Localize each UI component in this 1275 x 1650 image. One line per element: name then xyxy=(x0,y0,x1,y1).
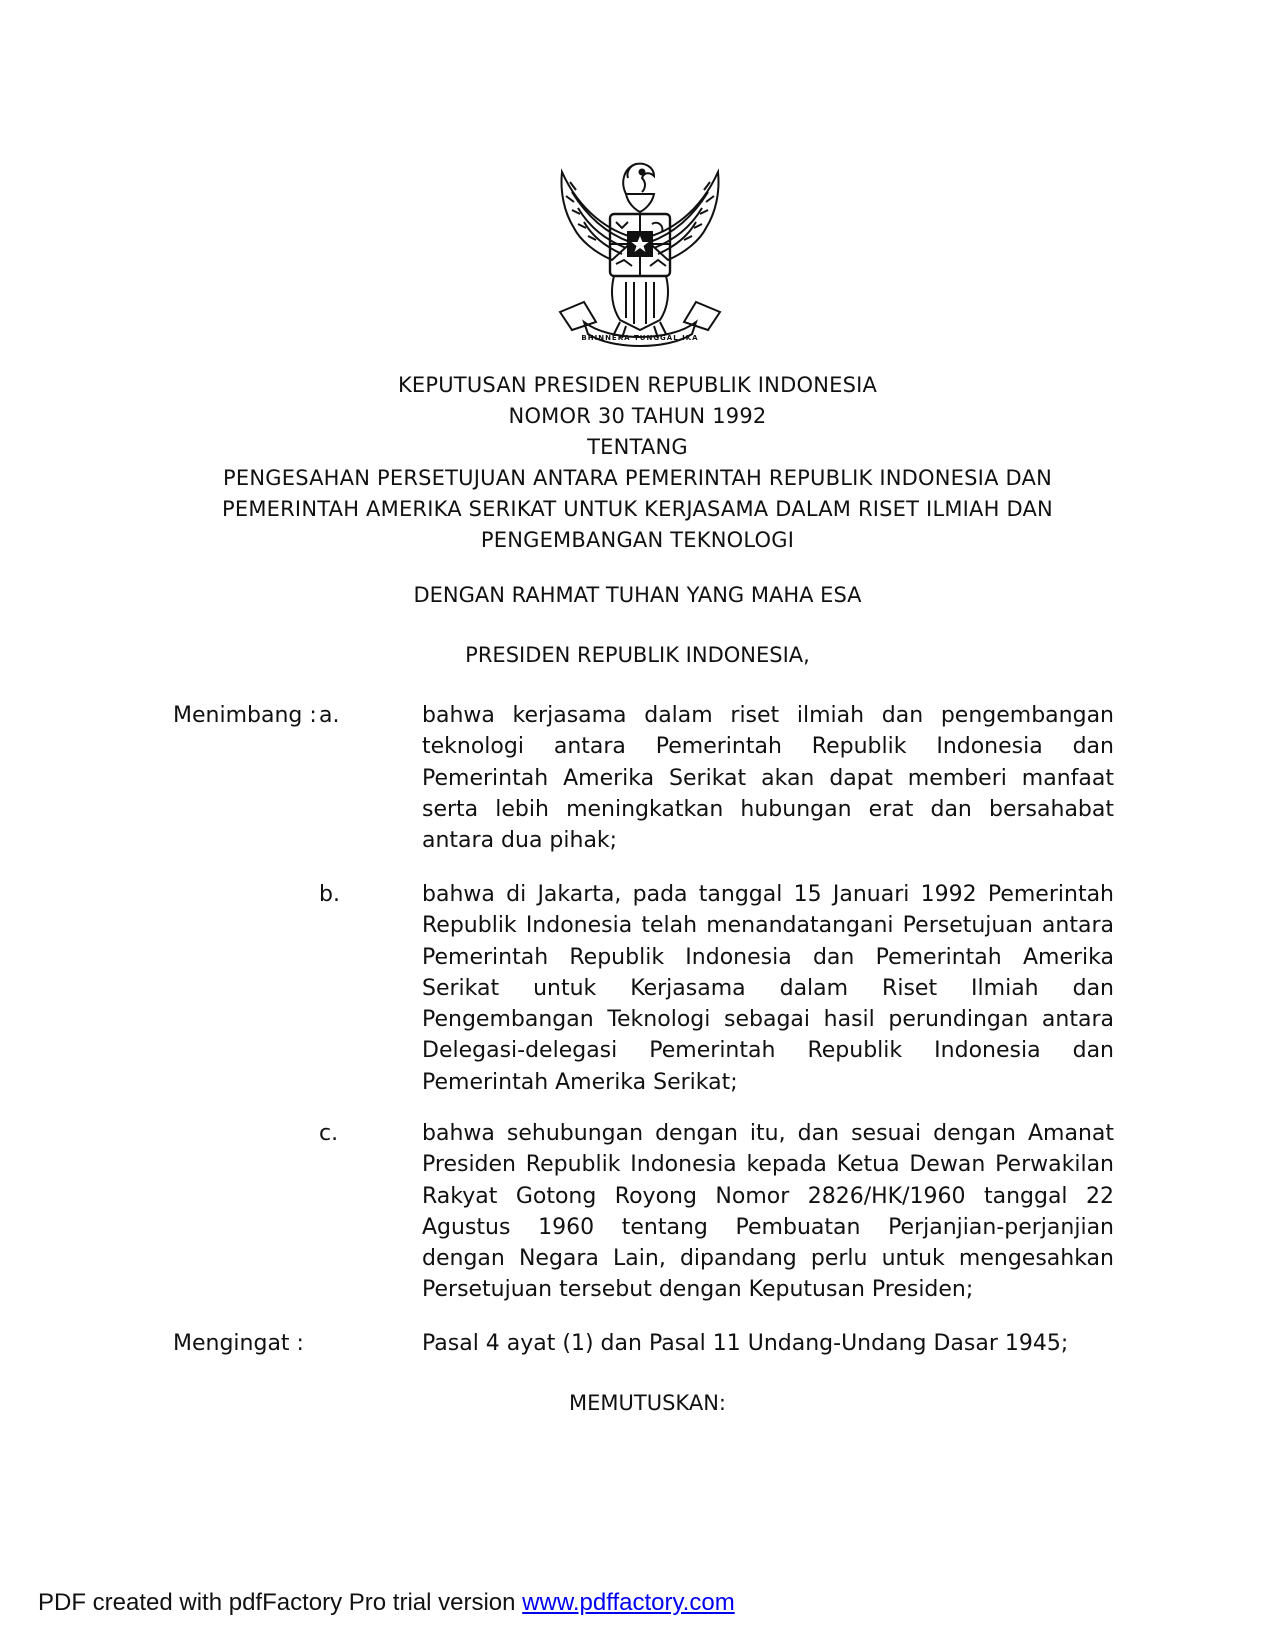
item-marker-c: c. xyxy=(319,1121,339,1146)
decree-subject-line: PENGESAHAN PERSETUJUAN ANTARA PEMERINTAH REPUBLIK INDONESIA DAN xyxy=(223,466,1052,490)
menimbang-item-b: bahwa di Jakarta, pada tanggal 15 Januari 1992 Pemerintah Republik Indonesia telah menandatangani Persetujuan antara Pemerintah Republik Indonesia dan Pemerintah Amerika Serikat untuk Kerjasama dalam Riset Ilmiah dan Pengembangan Teknologi sebagai hasil perundingan antara Delegasi-delegasi Pemerintah Republik Indonesia dan Pemerintah Amerika Serikat; xyxy=(422,882,1114,1095)
emblem-motto: BHINNEKA TUNGGAL IKA xyxy=(581,334,699,342)
decree-about: TENTANG xyxy=(587,435,688,459)
item-marker-a: a. xyxy=(319,703,340,728)
mengingat-label: Mengingat : xyxy=(173,1331,304,1356)
menimbang-item-a: bahwa kerjasama dalam riset ilmiah dan pengembangan teknologi antara Pemerintah Republik Indonesia dan Pemerintah Amerika Serikat akan dapat memberi manfaat serta lebih meningkatkan hubungan erat dan bersahabat antara dua pihak; xyxy=(422,703,1114,854)
decree-subject-line: PEMERINTAH AMERIKA SERIKAT UNTUK KERJASAMA DALAM RISET ILMIAH DAN xyxy=(222,497,1053,521)
decree-heading xyxy=(0,370,1275,556)
decree-subject-line: PENGEMBANGAN TEKNOLOGI xyxy=(480,528,795,552)
garuda-emblem-icon xyxy=(550,142,730,354)
decree-number: NOMOR 30 TAHUN 1992 xyxy=(508,404,767,428)
president-line: PRESIDEN REPUBLIK INDONESIA, xyxy=(465,643,810,667)
menimbang-item-c: bahwa sehubungan dengan itu, dan sesuai dengan Amanat Presiden Republik Indonesia kepada Ketua Dewan Perwakilan Rakyat Gotong Royong Nomor 2826/HK/1960 tanggal 22 Agustus 1960 tentang Pembuatan Perjanjian-perjanjian dengan Negara Lain, dipandang perlu untuk mengesahkan Persetujuan tersebut dengan Keputusan Presiden; xyxy=(422,1121,1114,1303)
pdf-footer xyxy=(38,1588,735,1618)
mengingat-text: Pasal 4 ayat (1) dan Pasal 11 Undang-Undang Dasar 1945; xyxy=(422,1331,1069,1356)
decree-title: KEPUTUSAN PRESIDEN REPUBLIK INDONESIA xyxy=(397,373,878,397)
footer-text: PDF created with pdfFactory Pro trial version xyxy=(38,1589,523,1616)
item-marker-b: b. xyxy=(319,882,340,907)
menimbang-label: Menimbang : xyxy=(173,703,317,728)
memutuskan-heading: MEMUTUSKAN: xyxy=(569,1391,726,1415)
invocation: DENGAN RAHMAT TUHAN YANG MAHA ESA xyxy=(413,583,862,607)
pdffactory-link[interactable]: www.pdffactory.com xyxy=(522,1589,735,1616)
